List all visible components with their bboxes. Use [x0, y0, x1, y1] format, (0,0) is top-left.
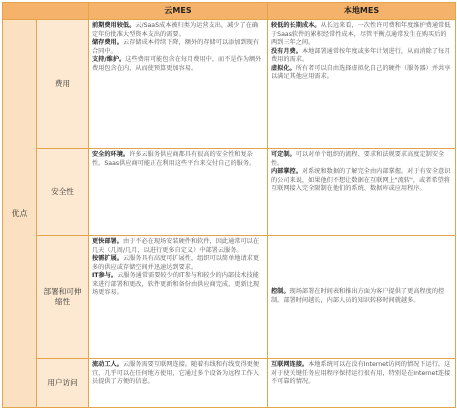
cell-deployment-local: [268, 236, 456, 359]
row-label-user-access: 用户访问: [37, 359, 89, 408]
row-security: [3, 149, 456, 236]
main-category-cell: 优点: [3, 20, 37, 408]
header-local-mes: 本地MES: [268, 3, 456, 20]
header-row: [3, 3, 456, 20]
deployment-cloud-point: IT参与。云服务通常需要较少的IT参与和较少的内部技术技能来进行部署和更改，软件更新和备份由供应商完成，更新比现场更容易。: [92, 272, 260, 297]
row-label-security: 安全性: [37, 149, 89, 236]
security-local-point: 可定制。可以对单个组织的流程、要求和法规要求高度定制安全性。: [271, 151, 445, 167]
cell-cost-local: [268, 20, 456, 149]
row-user-access: [3, 359, 456, 408]
cost-local-point: 没有月费。本地部署通常按年度或多年计划进行，从而消除了每月费用的需求。: [271, 47, 451, 64]
cell-security-cloud: [89, 149, 268, 236]
cell-cost-cloud: [89, 20, 268, 149]
cost-local-point: 较低的长期成本。从长远来看，一次性许可费和年度维护费通常低于Saas软件的累积经常性成本，尽管平衡点通常发生在购买后的两到三年之间。: [271, 22, 451, 47]
user-access-local-point: 互联网连接。本地系统可以在没有Internet访问的情况下运行。这对于使关键任务应用程序保持运行很有用，特别是在Internet连接不可靠的情况。: [271, 361, 451, 386]
deployment-local-point: 控制。现场部署在时间表和推出方面为客户提供了更高程度的控制。部署时间越长，内部人员的知识转移时间就越多。: [271, 288, 445, 304]
cost-cloud-point: 前期费用较低。云/SaaS成本被归类为运营支出，减少了在确定年份批准大型资本支出的需要。: [92, 22, 259, 38]
cell-security-local: [268, 149, 456, 236]
cell-user-access-local: [268, 359, 456, 408]
row-deployment: [3, 236, 456, 359]
cost-cloud-point: 支持/维护。这些费用可能包含在每月费用中，而不是作为额外费用包含在内，从而使预算更加容易。: [92, 56, 262, 72]
header-blank-cell: [3, 3, 89, 20]
header-cloud-mes: 云MES: [89, 3, 268, 20]
deployment-cloud-point: 更快部署。由于不必在现场安装硬件和软件，因此通常可以在几天（几周/几月，以进行更多自定义）中部署云服务。: [92, 238, 260, 254]
cost-local-point: 虚拟化。所有者可以自由选择虚拟化自己的硬件（服务器）并共享以满足其他应用需求。: [271, 64, 451, 81]
cost-cloud-point: 储存费用。云存储成本持续下降，额外的存储可以添加到现有合同中。: [92, 39, 260, 55]
comparison-table: [2, 2, 456, 408]
row-label-cost: 费用: [37, 20, 89, 149]
security-local-point: 内部掌控。对系统和数据的了解完全由内部掌握。对于有安全意识的公司来说，如果他们不想让数据在互联网上"流转"，或者希望将互联网接入完全限制在他们的系统、数据库或应用程序。: [271, 168, 451, 193]
row-label-deployment: 部署和可伸缩性: [37, 236, 89, 359]
security-cloud-point: 安全的环境。许多云服务供应商都具有很高的安全性和复杂性。Saas供应商可能正在利用这些平台来交付自己的服务。: [92, 151, 256, 167]
user-access-cloud-point: 流动工人。云服务需要互联网连接。随着有线和有线变得更便宜，几乎可以在任何地方使用，它通过多个设备为远程工作人员提供了方便的信息。: [92, 361, 260, 386]
cell-deployment-cloud: [89, 236, 268, 359]
cell-user-access-cloud: [89, 359, 268, 408]
row-cost: [3, 20, 456, 149]
deployment-cloud-point: 按需扩展。云服务具有高度可扩展性，组织可以简单地请求更多的供应或存储空间并迅速达到要求。: [92, 255, 260, 271]
